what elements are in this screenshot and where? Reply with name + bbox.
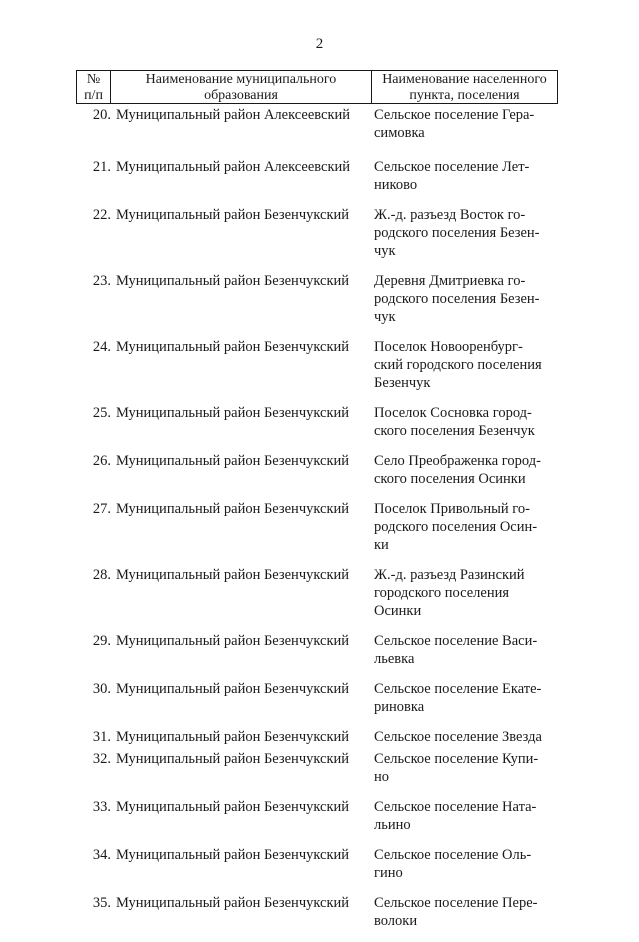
header-line: п/п [84, 88, 103, 103]
row-number: 21. [92, 159, 111, 175]
settlement-line: Ж.-д. разъезд Разинский [374, 567, 525, 583]
row-number: 33. [92, 799, 111, 815]
row-municipality: Муниципальный район Безенчукский [116, 633, 350, 649]
table-row [76, 728, 576, 746]
settlement-line: чук [374, 243, 396, 259]
settlement-line: риновка [374, 699, 425, 715]
row-number: 28. [92, 567, 111, 583]
settlement-line: Осинки [374, 603, 422, 619]
row-number: 34. [92, 847, 111, 863]
settlement-line: Сельское поселение Оль- [374, 847, 532, 863]
settlement-line: Ж.-д. разъезд Восток го- [374, 207, 526, 223]
row-municipality: Муниципальный район Безенчукский [116, 273, 350, 289]
settlement-line: льевка [374, 651, 415, 667]
row-number: 27. [92, 501, 111, 517]
table-row [76, 894, 576, 930]
row-settlement [374, 750, 562, 786]
row-settlement [374, 728, 562, 746]
table-row [76, 338, 576, 392]
row-settlement [374, 158, 562, 194]
row-number: 26. [92, 453, 111, 469]
row-number: 35. [92, 895, 111, 911]
settlement-line: Сельское поселение Звезда [374, 729, 542, 745]
settlement-line: никово [374, 177, 418, 193]
settlement-line: городского поселения [374, 585, 510, 601]
row-number: 31. [92, 729, 111, 745]
row-settlement [374, 680, 562, 716]
settlement-line: но [374, 769, 390, 785]
settlement-line: ского поселения Осинки [374, 471, 526, 487]
row-settlement [374, 846, 562, 882]
row-number: 25. [92, 405, 111, 421]
row-settlement [374, 894, 562, 930]
row-settlement [374, 632, 562, 668]
row-municipality: Муниципальный район Безенчукский [116, 339, 350, 355]
settlement-line: Село Преображенка город- [374, 453, 541, 469]
row-number: 22. [92, 207, 111, 223]
table-row [76, 272, 576, 326]
table-row [76, 846, 576, 882]
settlement-line: Поселок Новооренбург- [374, 339, 523, 355]
settlement-line: чук [374, 309, 396, 325]
settlement-line: Сельское поселение Пере- [374, 895, 538, 911]
settlement-line: симовка [374, 125, 425, 141]
settlement-line: Деревня Дмитриевка го- [374, 273, 526, 289]
table-row [76, 206, 576, 260]
header-number [76, 70, 111, 104]
settlement-line: Сельское поселение Екате- [374, 681, 542, 697]
header-municipality [110, 70, 372, 104]
row-number: 20. [92, 107, 111, 123]
table-row [76, 500, 576, 554]
settlement-line: родского поселения Безен- [374, 291, 540, 307]
table-row [76, 452, 576, 488]
settlement-line: родского поселения Осин- [374, 519, 538, 535]
settlement-line: Поселок Сосновка город- [374, 405, 532, 421]
row-municipality: Муниципальный район Безенчукский [116, 895, 350, 911]
header-line: пункта, поселения [409, 88, 520, 103]
row-municipality: Муниципальный район Безенчукский [116, 501, 350, 517]
header-line: Наименование муниципального [145, 72, 337, 87]
row-settlement [374, 206, 562, 260]
row-settlement [374, 106, 562, 142]
row-settlement [374, 798, 562, 834]
row-settlement [374, 566, 562, 620]
settlement-line: Сельское поселение Купи- [374, 751, 539, 767]
row-municipality: Муниципальный район Безенчукский [116, 405, 350, 421]
row-municipality: Муниципальный район Безенчукский [116, 453, 350, 469]
settlement-line: ский городского поселения [374, 357, 542, 373]
row-settlement [374, 272, 562, 326]
row-municipality: Муниципальный район Безенчукский [116, 567, 350, 583]
settlement-line: Сельское поселение Ната- [374, 799, 537, 815]
row-municipality: Муниципальный район Безенчукский [116, 751, 350, 767]
settlement-line: родского поселения Безен- [374, 225, 540, 241]
table-row [76, 158, 576, 194]
row-municipality: Муниципальный район Безенчукский [116, 729, 350, 745]
settlement-line: Сельское поселение Васи- [374, 633, 538, 649]
header-line: образования [204, 88, 278, 103]
row-municipality: Муниципальный район Безенчукский [116, 847, 350, 863]
table-row [76, 798, 576, 834]
row-number: 32. [92, 751, 111, 767]
row-number: 29. [92, 633, 111, 649]
header-settlement [371, 70, 558, 104]
header-line: Наименование населенного [382, 72, 547, 87]
settlement-line: Сельское поселение Лет- [374, 159, 530, 175]
settlement-line: льино [374, 817, 411, 833]
row-municipality: Муниципальный район Безенчукский [116, 799, 350, 815]
settlement-line: Сельское поселение Гера- [374, 107, 535, 123]
row-settlement [374, 500, 562, 554]
table-row [76, 750, 576, 786]
row-settlement [374, 338, 562, 392]
table-header [76, 70, 558, 106]
settlement-line: ки [374, 537, 389, 553]
settlement-line: гино [374, 865, 403, 881]
page-number: 2 [315, 36, 324, 52]
row-settlement [374, 404, 562, 440]
row-municipality: Муниципальный район Безенчукский [116, 681, 350, 697]
row-number: 30. [92, 681, 111, 697]
table-row [76, 566, 576, 620]
settlement-line: волоки [374, 913, 418, 929]
row-settlement [374, 452, 562, 488]
settlement-line: Поселок Привольный го- [374, 501, 530, 517]
settlement-line: ского поселения Безенчук [374, 423, 535, 439]
table-body [76, 106, 576, 942]
header-line: № [86, 72, 101, 87]
row-number: 24. [92, 339, 111, 355]
table-row [76, 680, 576, 716]
settlement-line: Безенчук [374, 375, 431, 391]
row-municipality: Муниципальный район Алексеевский [116, 107, 351, 123]
table-row [76, 632, 576, 668]
row-number: 23. [92, 273, 111, 289]
row-municipality: Муниципальный район Безенчукский [116, 207, 350, 223]
row-municipality: Муниципальный район Алексеевский [116, 159, 351, 175]
table-row [76, 106, 576, 142]
table-row [76, 404, 576, 440]
